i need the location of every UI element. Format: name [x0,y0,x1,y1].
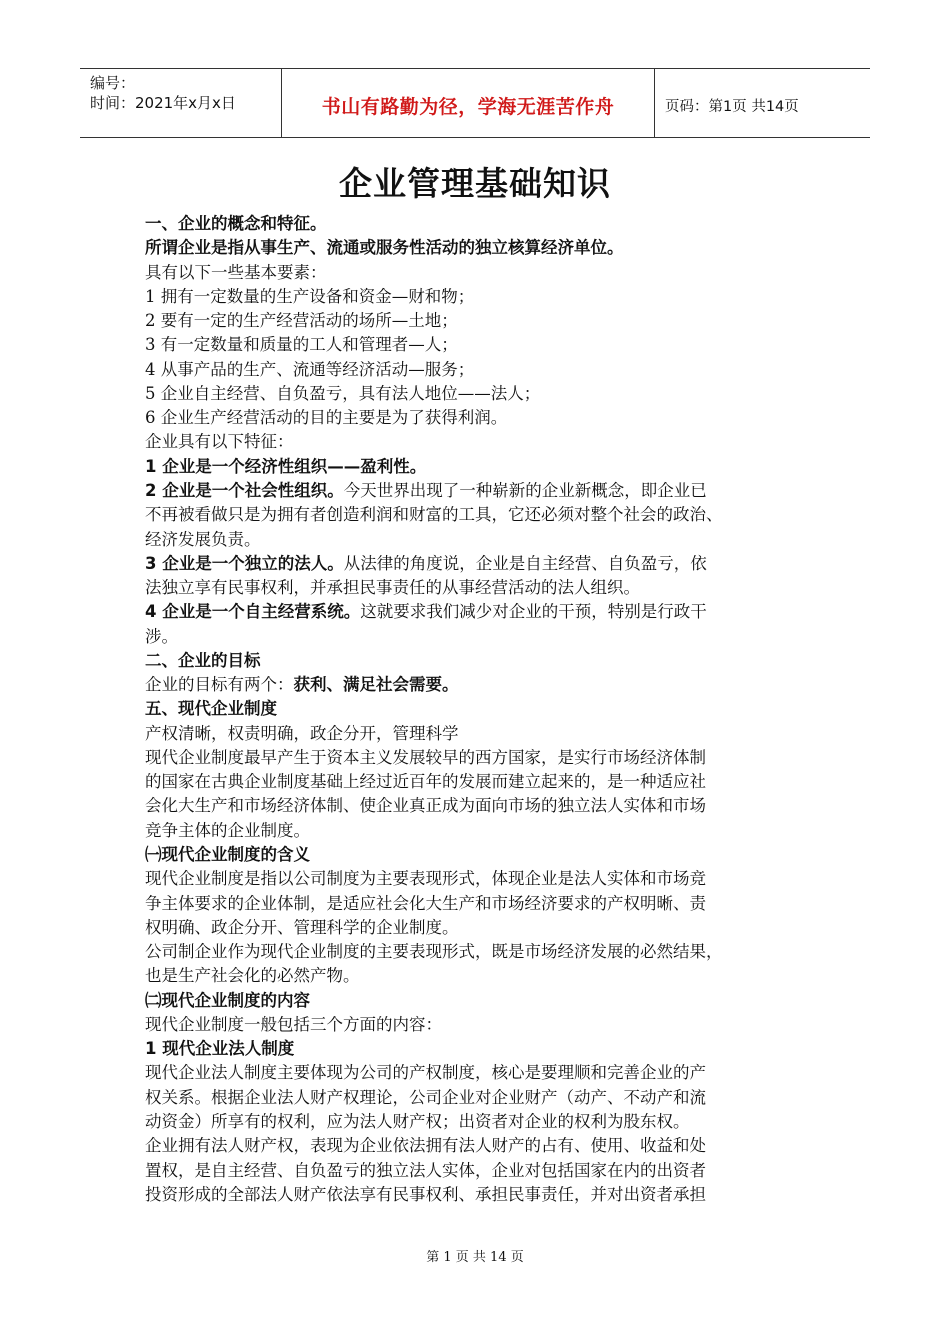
body-text: 不再被看做只是为拥有者创造利润和财富的工具，它还必须对整个社会的政治、 [145,505,723,525]
body-text: 企业具有以下特征： [145,432,294,452]
text-line [145,938,815,962]
text-line [145,259,815,283]
body-text: 具有以下一些基本要素： [145,262,327,282]
text-line [145,914,815,938]
body-text: 今天世界出现了一种崭新的企业新概念，即企业已 [343,480,707,500]
bold-text: 4 企业是一个自主经营系统。 [145,602,361,622]
text-line [145,987,815,1011]
text-line [145,1011,815,1035]
bold-text: 获利、满足社会需要。 [293,675,459,695]
text-line [145,744,815,768]
text-line [145,792,815,816]
text-line [145,647,815,671]
text-line [145,1108,815,1132]
bold-text: 二、企业的目标 [145,650,261,670]
text-line [145,841,815,865]
bold-text: 1 企业是一个经济性组织——盈利性。 [145,456,427,476]
document-title: 企业管理基础知识 [339,164,611,203]
text-line [145,356,815,380]
body-text: 会化大生产和市场经济体制、使企业真正成为面向市场的独立法人实体和市场 [145,796,706,816]
text-line [145,890,815,914]
body-text: 投资形成的全部法人财产依法享有民事权利、承担民事责任，并对出资者承担 [145,1184,706,1204]
body-text: 经济发展负责。 [145,529,261,549]
page-footer: 第 1 页 共 14 页 [426,1250,524,1265]
body-text: 权关系。根据企业法人财产权理论，公司企业对企业财产（动产、不动产和流 [145,1087,706,1107]
bold-text: 一、企业的概念和特征。 [145,214,327,233]
body-text: 的国家在古典企业制度基础上经过近百年的发展而建立起来的，是一种适应社 [145,772,706,792]
text-line [145,598,815,622]
text-line [145,526,815,550]
text-line [145,1084,815,1108]
body-text: 动资金）所享有的权利，应为法人财产权；出资者对企业的权利为股东权。 [145,1111,690,1131]
body-text: 这就要求我们减少对企业的干预，特别是行政干 [360,602,707,622]
body-text: 2 要有一定的生产经营活动的场所—土地； [145,311,458,331]
text-line [145,404,815,428]
bold-text: 3 企业是一个独立的法人。 [145,553,344,573]
text-line [145,1132,815,1156]
body-text: 3 有一定数量和质量的工人和管理者—人； [145,335,458,355]
body-text: 1 拥有一定数量的生产设备和资金—财和物； [145,286,475,306]
text-line [145,210,815,234]
text-line [145,720,815,744]
text-line [145,1181,815,1205]
body-text: 争主体要求的企业体制，是适应社会化大生产和市场经济要求的产权明晰、责 [145,893,706,913]
motto: 书山有路勤为径，学海无涯苦作舟 [321,96,615,118]
body-text: 产权清晰，权责明确，政企分开，管理科学 [145,723,459,743]
header-meta-cell [80,69,281,137]
body-text: 从法律的角度说，企业是自主经营、自负盈亏，依 [343,553,707,573]
bold-text: 1 现代企业法人制度 [145,1039,295,1059]
number-label: 编号： [90,74,136,92]
text-line [145,817,815,841]
text-line [145,477,815,501]
body-text: 现代企业制度一般包括三个方面的内容： [145,1014,442,1034]
text-line [145,501,815,525]
page-header [80,68,870,138]
body-text: 现代企业制度最早产生于资本主义发展较早的西方国家，是实行市场经济体制 [145,747,706,767]
body-text: 置权，是自主经营、自负盈亏的独立法人实体，企业对包括国家在内的出资者 [145,1160,706,1180]
header-page-cell [655,69,870,137]
bold-text: 2 企业是一个社会性组织。 [145,480,344,500]
text-line [145,283,815,307]
body-text: 5 企业自主经营、自负盈亏，具有法人地位——法人； [145,383,541,403]
text-line [145,671,815,695]
body-text: 权明确、政企分开、管理科学的企业制度。 [145,917,459,937]
time-label: 时间：2021年x月x日 [90,94,236,112]
text-line [145,623,815,647]
text-line [145,695,815,719]
text-line [145,550,815,574]
body-text: 企业拥有法人财产权，表现为企业依法拥有法人财产的占有、使用、收益和处 [145,1136,706,1156]
bold-text: 所谓企业是指从事生产、流通或服务性活动的独立核算经济单位。 [145,238,624,258]
text-line [145,1157,815,1181]
text-line [145,865,815,889]
text-line [145,307,815,331]
text-line [145,1059,815,1083]
text-line [145,380,815,404]
text-line [145,331,815,355]
body-text: 公司制企业作为现代企业制度的主要表现形式，既是市场经济发展的必然结果， [145,942,723,962]
text-line [145,574,815,598]
body-text: 4 从事产品的生产、流通等经济活动—服务； [145,359,475,379]
text-line [145,962,815,986]
header-motto-cell [281,69,655,137]
text-line [145,234,815,258]
body-text: 法独立享有民事权利，并承担民事责任的从事经营活动的法人组织。 [145,578,640,598]
bold-text: ㈡现代企业制度的内容 [145,990,310,1010]
body-text: 也是生产社会化的必然产物。 [145,966,360,986]
body-text: 涉。 [145,626,178,646]
body-text: 现代企业法人制度主要体现为公司的产权制度，核心是要理顺和完善企业的产 [145,1063,706,1083]
text-line [145,1035,815,1059]
body-text: 竞争主体的企业制度。 [145,820,310,840]
page-info: 页码：第1页 共14页 [665,99,799,115]
text-line [145,768,815,792]
body-text: 现代企业制度是指以公司制度为主要表现形式，体现企业是法人实体和市场竞 [145,869,706,889]
body-text: 6 企业生产经营活动的目的主要是为了获得利润。 [145,408,508,428]
body-text: 企业的目标有两个： [145,675,294,695]
bold-text: ㈠现代企业制度的含义 [145,845,310,865]
bold-text: 五、现代企业制度 [145,699,277,719]
text-line [145,453,815,477]
text-line [145,428,815,452]
